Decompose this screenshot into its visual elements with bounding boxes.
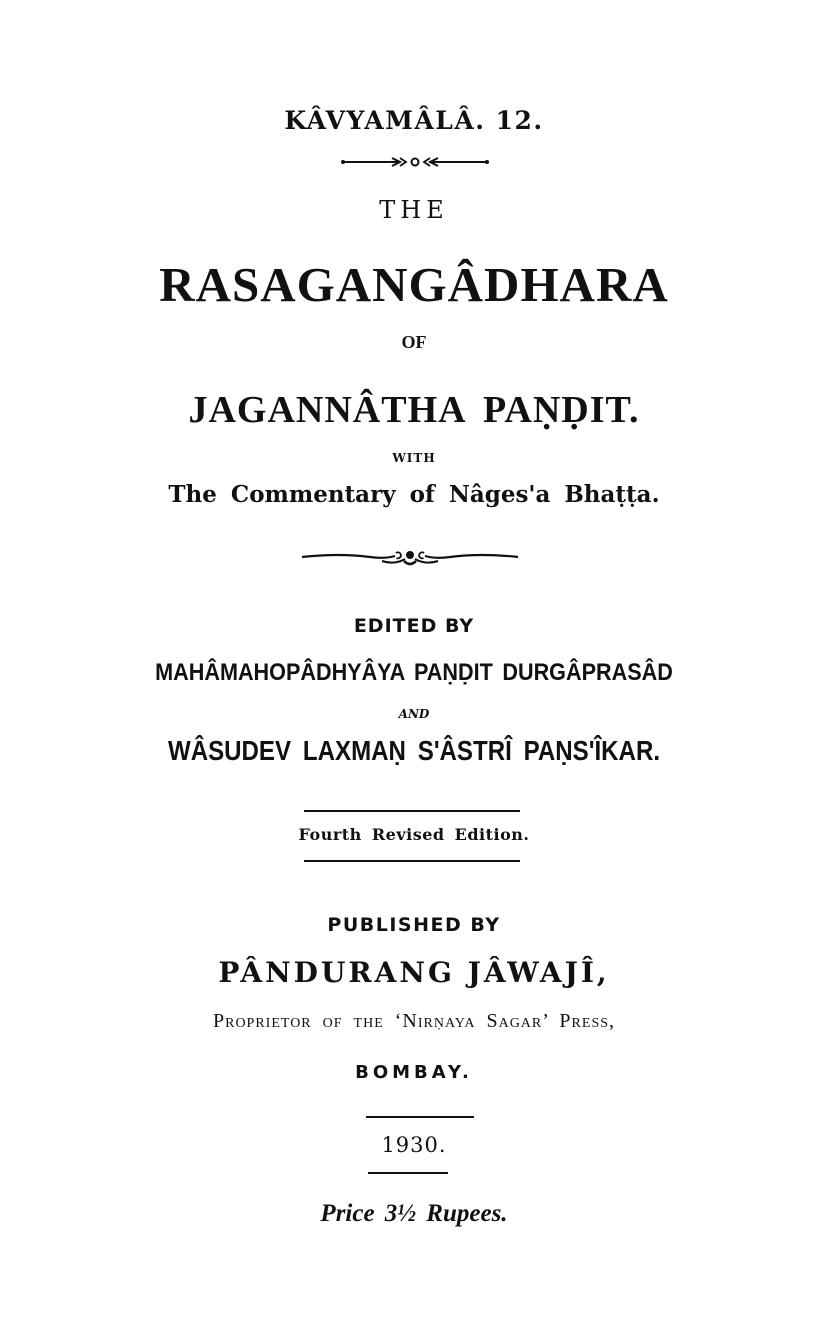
year-top-rule bbox=[366, 1116, 474, 1118]
edition-top-rule bbox=[304, 810, 520, 812]
and-connector: AND bbox=[398, 707, 430, 721]
scroll-flourish-ornament-icon bbox=[300, 545, 520, 569]
editor-name-1: MAHÂMAHOPÂDHYÂYA PAṆḌIT DURGÂPRASÂD bbox=[155, 659, 673, 686]
published-by-label: PUBLISHED BY bbox=[327, 914, 501, 936]
city-name: BOMBAY. bbox=[355, 1062, 473, 1083]
editor-name-2: WÂSUDEV LAXMAṆ S'ÂSTRÎ PAṆS'ÎKAR. bbox=[167, 735, 661, 766]
edited-by-label: EDITED BY bbox=[353, 615, 475, 637]
article-the: THE bbox=[379, 196, 449, 224]
of-connector: OF bbox=[401, 332, 427, 352]
commentary-line: The Commentary of Nâges'a Bhaṭṭa. bbox=[168, 481, 660, 508]
author-name: JAGANNÂTHA PAṆḌIT. bbox=[188, 389, 640, 431]
with-connector: WITH bbox=[392, 451, 436, 465]
year-bottom-rule bbox=[368, 1172, 448, 1174]
series-heading: KÂVYAMÂLÂ. 12. bbox=[284, 106, 544, 135]
proprietor-line: Proprietor of the ‘Nirṇaya Sagar’ Press, bbox=[212, 1010, 616, 1032]
publisher-name: PÂNDURANG JÂWAJÎ, bbox=[218, 956, 610, 989]
book-title: RASAGANGÂDHARA bbox=[159, 257, 669, 312]
arrow-circle-ornament-icon bbox=[340, 155, 490, 169]
edition-label: Fourth Revised Edition. bbox=[298, 825, 530, 844]
edition-bottom-rule bbox=[304, 860, 520, 862]
publication-year: 1930. bbox=[381, 1133, 447, 1157]
price-line: Price 3½ Rupees. bbox=[320, 1200, 508, 1227]
